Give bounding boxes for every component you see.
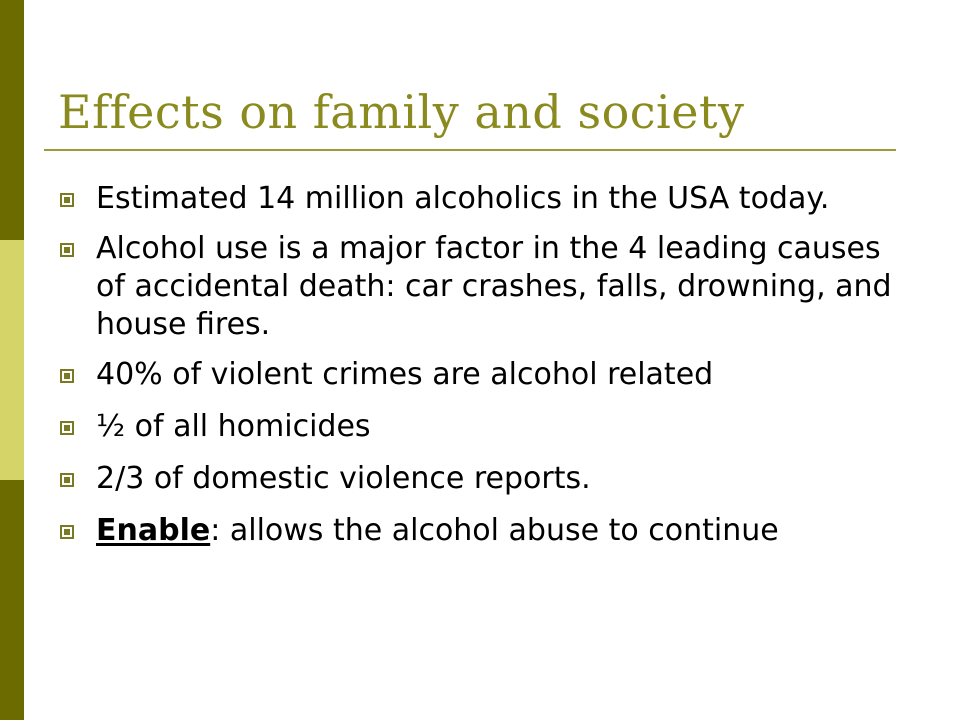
bullet-item bbox=[60, 512, 900, 550]
title-divider bbox=[44, 149, 896, 151]
side-bar-top bbox=[0, 0, 24, 240]
bullet-text: 40% of violent crimes are alcohol related bbox=[96, 357, 714, 392]
square-bullet-icon bbox=[60, 525, 74, 539]
bullet-item bbox=[60, 356, 900, 394]
bullet-item bbox=[60, 180, 900, 218]
side-bar-bottom bbox=[0, 480, 24, 720]
bullet-item bbox=[60, 230, 900, 344]
bullet-text: ½ of all homicides bbox=[96, 409, 371, 444]
bullet-list bbox=[60, 180, 900, 550]
square-bullet-icon bbox=[60, 243, 74, 257]
bullet-text: 2/3 of domestic violence reports. bbox=[96, 461, 591, 496]
bullet-text: Estimated 14 million alcoholics in the USA today. bbox=[96, 181, 830, 216]
bullet-text: Alcohol use is a major factor in the 4 leading causes of accidental death: car crashes, falls, drowning, and house fires. bbox=[96, 231, 892, 342]
side-bar-middle bbox=[0, 240, 24, 480]
bullet-item bbox=[60, 408, 900, 446]
slide-title: Effects on family and society bbox=[58, 85, 745, 139]
square-bullet-icon bbox=[60, 473, 74, 487]
square-bullet-icon bbox=[60, 193, 74, 207]
bullet-item bbox=[60, 460, 900, 498]
square-bullet-icon bbox=[60, 421, 74, 435]
bullet-text: : allows the alcohol abuse to continue bbox=[210, 513, 779, 548]
bullet-term: Enable bbox=[96, 513, 211, 548]
square-bullet-icon bbox=[60, 369, 74, 383]
